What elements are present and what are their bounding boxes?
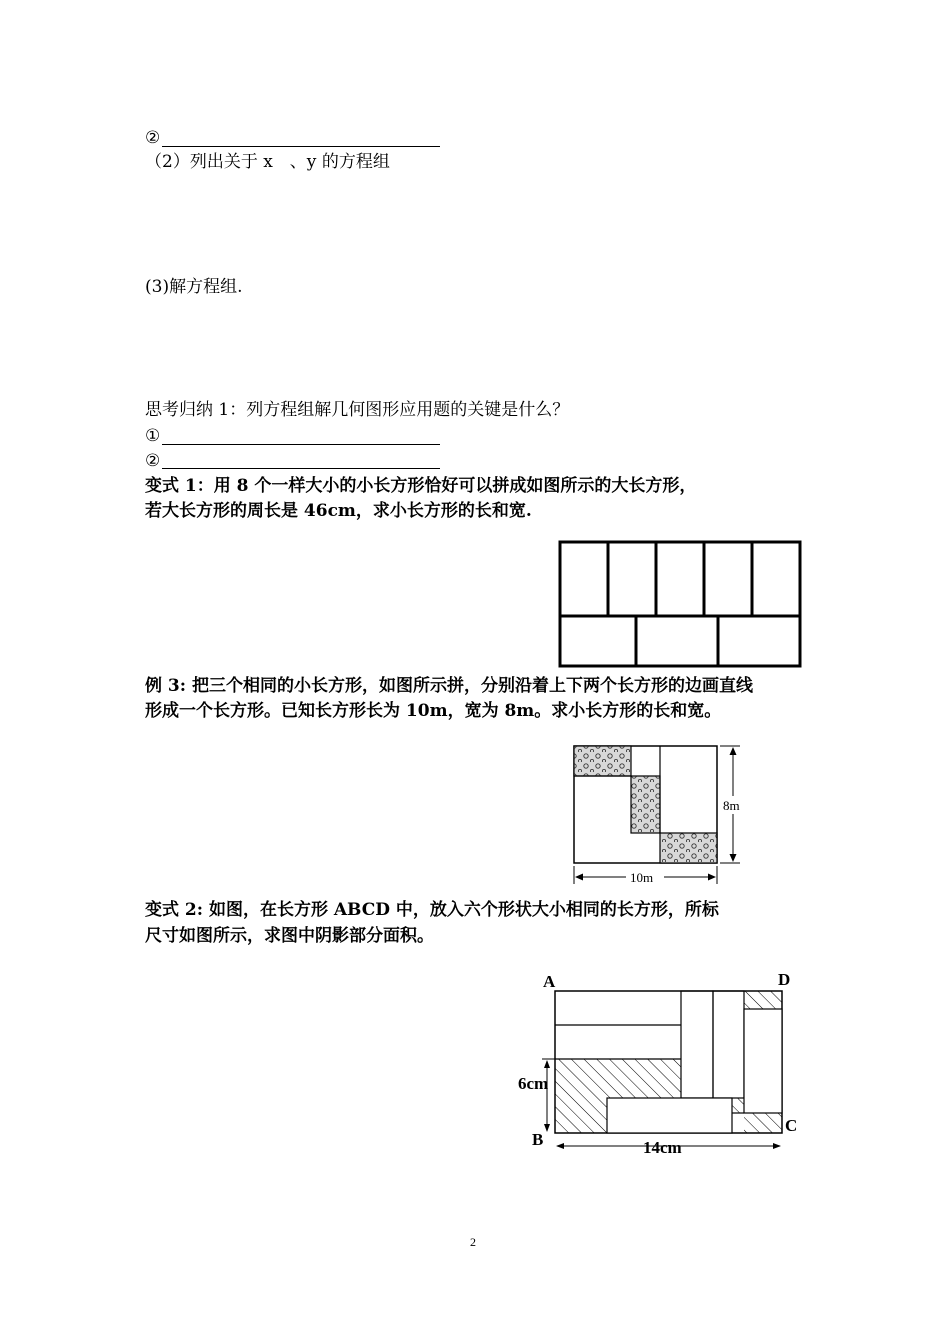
answer-mark-1: ① [145,426,161,446]
answer-mark-2: ② [145,451,161,471]
answer-blank-top[interactable] [162,146,440,147]
height-label-6cm: 6cm [518,1074,549,1093]
width-label-14cm: 14cm [643,1138,682,1157]
vertex-a: A [543,972,556,991]
variant-2-line-1: 变式 2: 如图，在长方形 ABCD 中，放入六个形状大小相同的长方形，所标 [145,900,719,920]
part-2-prompt: （2）列出关于 x 、y 的方程组 [145,152,390,172]
part-3-prompt: (3)解方程组. [145,277,243,297]
variant-1-line-1: 变式 1：用 8 个一样大小的小长方形恰好可以拼成如图所示的大长方形， [145,476,697,496]
width-label: 10m [630,870,654,885]
answer-blank-2[interactable] [162,468,440,469]
page-number: 2 [470,1235,476,1249]
answer-blank-1[interactable] [162,444,440,445]
variant-2-figure [515,965,810,1157]
variant-2-line-2: 尺寸如图所示，求图中阴影部分面积。 [145,926,434,946]
height-label: 8m [723,798,740,813]
answer-mark-2-top: ② [145,128,161,148]
variant-1-line-2: 若大长方形的周长是 46cm，求小长方形的长和宽. [145,501,532,521]
example-3-figure [570,742,754,888]
eight-rectangles-figure [558,540,804,670]
summary-question: 思考归纳 1：列方程组解几何图形应用题的关键是什么？ [145,400,570,420]
example-3-line-1: 例 3: 把三个相同的小长方形，如图所示拼，分别沿着上下两个长方形的边画直线 [145,676,753,696]
example-3-line-2: 形成一个长方形。已知长方形长为 10m，宽为 8m。求小长方形的长和宽。 [145,701,722,721]
vertex-b: B [532,1130,544,1149]
vertex-d: D [778,970,791,989]
vertex-c: C [785,1116,798,1135]
